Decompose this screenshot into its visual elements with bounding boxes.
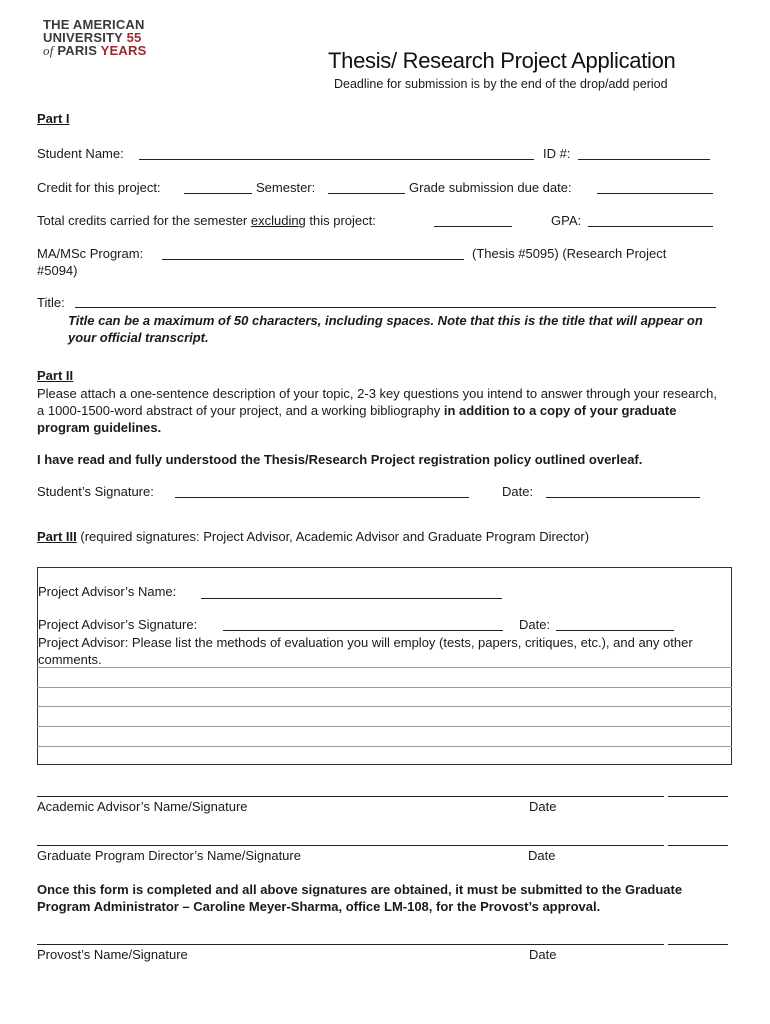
semester-label: Semester: bbox=[256, 180, 316, 195]
instructions-text: Please attach a one-sentence description of your topic, 2-3 key questions you intend to answer through your research, a 1000-1500-word abstract of your project, and a working bibliography bbox=[37, 386, 718, 418]
advisor-name-label: Project Advisor’s Name: bbox=[38, 584, 177, 599]
submission-notice: Once this form is completed and all above signatures are obtained, it must be submitted to the Graduate Program Administrator – Caroline Meyer-Sharma, office LM-108, for the Provost’s approval. bbox=[37, 882, 683, 914]
provost-date-field[interactable] bbox=[668, 944, 728, 945]
excluding-text: excluding bbox=[250, 213, 306, 228]
this-project-text: this project: bbox=[305, 213, 376, 228]
program-options-cont: #5094) bbox=[37, 263, 78, 278]
provost-label: Provost’s Name/Signature bbox=[37, 947, 188, 962]
logo-university: UNIVERSITY bbox=[43, 30, 123, 45]
title-label: Title: bbox=[37, 295, 65, 310]
id-label: ID #: bbox=[543, 146, 571, 161]
advisor-date-label: Date: bbox=[519, 617, 551, 632]
part-2-instructions bbox=[37, 385, 727, 436]
program-director-signature-field[interactable] bbox=[37, 845, 664, 846]
part-2-heading: Part II bbox=[37, 368, 74, 383]
student-name-label: Student Name: bbox=[37, 146, 124, 161]
program-options: (Thesis #5095) (Research Project bbox=[472, 246, 667, 261]
id-field[interactable] bbox=[578, 159, 710, 160]
academic-advisor-date-field[interactable] bbox=[668, 796, 728, 797]
part-1-heading: Part I bbox=[37, 111, 70, 126]
comment-line[interactable] bbox=[37, 706, 732, 707]
total-credits-label bbox=[37, 213, 376, 228]
provost-signature-field[interactable] bbox=[37, 944, 664, 945]
academic-advisor-date-label: Date bbox=[529, 799, 557, 814]
acknowledgement: I have read and fully understood the Thesis/Research Project registration policy outlined overleaf. bbox=[37, 452, 643, 467]
comment-line[interactable] bbox=[37, 726, 732, 727]
deadline-note: Deadline for submission is by the end of the drop/add period bbox=[334, 77, 668, 91]
advisor-name-field[interactable] bbox=[201, 598, 502, 599]
total-credits-field[interactable] bbox=[434, 226, 512, 227]
program-director-date-label: Date bbox=[528, 848, 556, 863]
student-signature-label: Student’s Signature: bbox=[37, 484, 154, 499]
logo-paris: PARIS bbox=[57, 43, 98, 58]
academic-advisor-label: Academic Advisor’s Name/Signature bbox=[37, 799, 248, 814]
advisor-signature-label: Project Advisor’s Signature: bbox=[38, 617, 198, 632]
page-title: Thesis/ Research Project Application bbox=[328, 48, 676, 73]
advisor-signature-field[interactable] bbox=[223, 630, 503, 631]
instructions-bold-text: in addition to a copy of your graduate program guidelines. bbox=[37, 403, 677, 435]
comment-line[interactable] bbox=[37, 667, 732, 668]
student-date-label: Date: bbox=[502, 484, 534, 499]
comment-line[interactable] bbox=[37, 687, 732, 688]
credit-field[interactable] bbox=[184, 193, 252, 194]
logo-line-3 bbox=[43, 44, 146, 57]
logo-years: YEARS bbox=[100, 43, 147, 58]
program-label: MA/MSc Program: bbox=[37, 246, 144, 261]
student-name-field[interactable] bbox=[139, 159, 534, 160]
total-credits-text: Total credits carried for the semester bbox=[37, 213, 251, 228]
title-note: Title can be a maximum of 50 characters, including spaces. Note that this is the title that will appear on your official transcript. bbox=[68, 313, 703, 345]
program-director-date-field[interactable] bbox=[668, 845, 728, 846]
student-date-field[interactable] bbox=[546, 497, 700, 498]
part-3-heading-line bbox=[37, 529, 589, 544]
provost-date-label: Date bbox=[529, 947, 557, 962]
university-logo bbox=[43, 18, 146, 57]
program-director-label: Graduate Program Director’s Name/Signature bbox=[37, 848, 301, 863]
student-signature-field[interactable] bbox=[175, 497, 469, 498]
gpa-label: GPA: bbox=[551, 213, 582, 228]
title-field[interactable] bbox=[75, 307, 716, 308]
grade-due-field[interactable] bbox=[597, 193, 713, 194]
academic-advisor-signature-field[interactable] bbox=[37, 796, 664, 797]
advisor-date-field[interactable] bbox=[556, 630, 674, 631]
comment-line[interactable] bbox=[37, 746, 732, 747]
program-field[interactable] bbox=[162, 259, 464, 260]
evaluation-label: Project Advisor: Please list the methods of evaluation you will employ (tests, papers, critiques, etc.), and any other comments. bbox=[38, 635, 693, 667]
gpa-field[interactable] bbox=[588, 226, 713, 227]
credit-label: Credit for this project: bbox=[37, 180, 161, 195]
logo-line-1: THE AMERICAN bbox=[43, 17, 145, 32]
logo-55: 55 bbox=[126, 30, 142, 45]
grade-due-label: Grade submission due date: bbox=[409, 180, 572, 195]
part-3-required: (required signatures: Project Advisor, Academic Advisor and Graduate Program Director) bbox=[76, 529, 590, 544]
part-3-heading: Part III bbox=[37, 529, 77, 544]
semester-field[interactable] bbox=[328, 193, 405, 194]
logo-of: of bbox=[43, 43, 54, 58]
